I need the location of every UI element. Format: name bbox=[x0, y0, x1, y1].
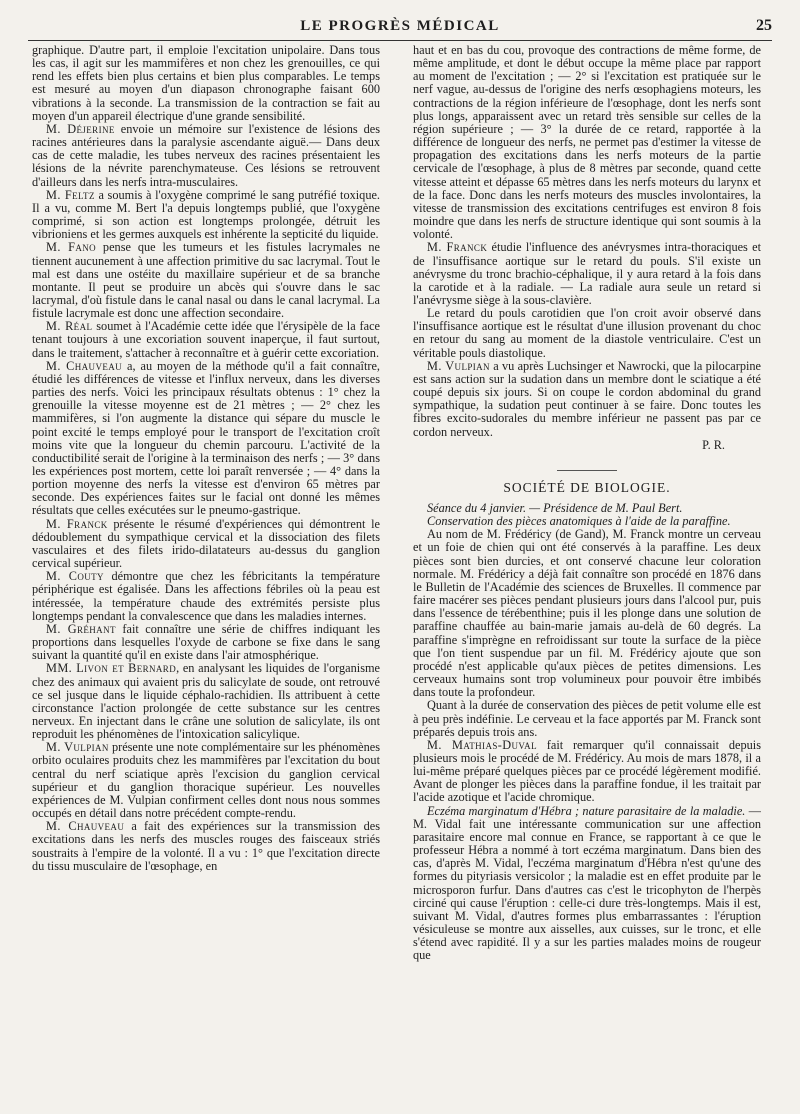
paragraph-text: a soumis à l'oxygène comprimé le sang putréfié toxique. Il a vu, comme M. Bert l'a depuis longtemps publié, que l'oxygène comprimé, si son action est longtemps prolongée, détruit les vibrioniens et les germes auxquels est inhérente la septicité du liquide. bbox=[32, 187, 380, 242]
paragraph bbox=[32, 320, 380, 359]
paragraph-text: , en analysant les liquides de l'organisme chez des animaux qui avaient pris du salicylate de soude, ont retrouvé ce sel jusque dans le liquide céphalo-rachidien. Ils attribuent à cette circonstance l'action prolongée de cette substance sur les centres nerveux. En injectant dans le crâne une solution de salicylate, ils ont reproduit les phénomènes de l'intoxication salicylique. bbox=[32, 661, 380, 742]
paragraph bbox=[413, 528, 761, 699]
right-column-bottom bbox=[413, 528, 761, 962]
paragraph-lead: M. Fano bbox=[46, 240, 97, 255]
running-title: LE PROGRÈS MÉDICAL bbox=[300, 18, 500, 34]
paragraph-lead: M. Feltz bbox=[46, 187, 95, 202]
paragraph bbox=[32, 241, 380, 320]
paragraph-text: démontre que chez les fébricitants la température périphérique est égalisée. Dans les affections fébriles où la peau est intéressée, la température chaude des extrémités persiste plus longtemps pendant la convalescence que dans les maladies internes. bbox=[32, 569, 380, 623]
paragraph-lead: M. Vulpian bbox=[46, 740, 109, 755]
paragraph bbox=[32, 820, 380, 873]
paragraph-text: présente une note complémentaire sur les phénomènes orbito oculaires produits chez les mammifères par l'excitation du bout central du nerf sciatique après l'excision du ganglion cervical supérieur et du ganglion thoracique supérieur. Les nouvelles expériences de M. Vulpian confirment celles dont nous nous sommes occupés en détail dans notre précédent compte-rendu. bbox=[32, 740, 380, 821]
paragraph-text: pense que les tumeurs et les fistules lacrymales ne tiennent aucunement à une affection primitive du sac lacrymal. Tout le mal est dans une ostéite du maxillaire supérieur et de sa branche montante. Il peut se produire un abcès qui s'ouvre dans le sac lacrymal, d'où fistule dans le canal nasal ou dans le canal lacrymal. La fistule lacrymale est donc une affection secondaire. bbox=[32, 240, 380, 321]
paragraph bbox=[32, 518, 380, 571]
right-column bbox=[413, 44, 761, 1104]
paragraph-text: graphique. D'autre part, il emploie l'excitation unipolaire. Dans tous les cas, il agit sur les mammifères et non chez les grenouilles, ce qui rend les effets bien plus certains et bien plus comparables. Le temps est mesuré au moyen d'un diapason chronographe faisant 600 vibrations à la seconde. La transmission de la contraction se fait au moyen d'un appareil électrique d'une grande sensibilité. bbox=[32, 44, 380, 123]
paragraph-text: a vu après Luchsinger et Nawrocki, que la pilocarpine est sans action sur la sudation dans un membre dont le sciatique a été coupé depuis six jours. Si on coupe le cordon abdominal du grand sympathique, la sudation peut continuer à se faire. Donc toutes les fibres excito-sudorales du membre inférieur ne passent pas par ce cordon nerveux. bbox=[413, 358, 761, 439]
paragraph-lead: Eczéma marginatum d'Hébra ; nature parasitaire de la maladie. bbox=[427, 803, 746, 818]
paragraph bbox=[32, 623, 380, 662]
paragraph-lead: M. Franck bbox=[427, 240, 488, 255]
paragraph-text: a, au moyen de la méthode qu'il a fait connaître, étudié les différences de vitesse et l'influx nerveux, dans les diverses parties des nerfs. Voici les principaux résultats obtenus : 1° chez la grenouille la vitesse moyenne est de 21 mètres ; — 2° chez les mammifères, si l'on augmente la distance qui sépare du muscle le point excité le temps employé pour le transport de l'excitation croît moins vite que la longueur du chemin parcouru. L'activité de la conductibilité serait de l'origine à la terminaison des nerfs ; — 3° dans les expériences post mortem, cette loi paraît renversée ; — 4° dans la portion moyenne des nerfs la vitesse est d'environ 65 mètres par seconde. Des expériences faites sur le facial ont donné les mêmes résultats que celles exécutées sur le pneumo-gastrique. bbox=[32, 358, 380, 518]
page-number: 25 bbox=[756, 17, 772, 34]
paragraph-text: fait connaître une série de chiffres indiquant les proportions dans lesquelles l'oxyde de carbone se fixe dans le sang suivant la quantité qu'il en existe dans l'air atmosphérique. bbox=[32, 621, 380, 663]
paragraph bbox=[32, 360, 380, 518]
paragraph bbox=[413, 360, 761, 439]
subtitle-text: Conservation des pièces anatomiques à l'aide de la paraffine. bbox=[427, 514, 731, 529]
paragraph-lead: M. Réal bbox=[46, 319, 93, 334]
paragraph-lead: M. Chauveau bbox=[46, 358, 123, 373]
paragraph bbox=[32, 44, 380, 123]
paragraph-text: a fait des expériences sur la transmission des excitations dans les nerfs des muscles rouges des faisceaux striés soustraits à l'empire de la volonté. Il a vu : 1° que l'excitation directe du tissu musculaire de l'œsophage, en bbox=[32, 819, 380, 873]
paragraph-lead: M. Gréhant bbox=[46, 621, 116, 636]
signature: P. R. bbox=[702, 437, 725, 452]
paragraph bbox=[413, 307, 761, 360]
paragraph-lead: MM. Livon et Bernard bbox=[46, 661, 177, 676]
paragraph bbox=[32, 189, 380, 242]
paragraph-text: présente le résumé d'expériences qui démontrent le dédoublement du sympathique cervical et la dissociation des filets vasculaires et des filets irido-dilatateurs au-dessus du ganglion cervical supérieur. bbox=[32, 516, 380, 571]
paragraph-text: Au nom de M. Frédéricy (de Gand), M. Franck montre un cerveau et un foie de chien qui ont été conservés à la paraffine. Les deux pièces sont bien durcies, et ont conservé chacune leur coloration normale. M. Frédéricy a déjà fait connaître son procédé en 1876 dans le Bulletin de l'Académie des sciences de Bruxelles. Il commence par faire macérer ses pièces pendant plusieurs jours dans l'alcool pur, puis dans l'essence de térébenthine; puis il les plonge dans une solution de paraffine chauffée au bain-marie jamais au-delà de 60 degrés. La paraffine s'imprègne en refroidissant sur toute la surface de la pièce que l'on tient suspendue par un fil. M. Frédéricy ajoute que son procédé n'est applicable qu'aux pièces de petites dimensions. Les cerveaux humains sont trop volumineux pour pouvoir être imbibés dans toute la profondeur. bbox=[413, 527, 761, 700]
paragraph bbox=[32, 570, 380, 623]
paragraph bbox=[413, 241, 761, 307]
paragraph-text: Le retard du pouls carotidien que l'on croit avoir observé dans l'insuffisance aortique est le résultat d'une illusion provenant du choc en retour du sang au moment de la diastole ventriculaire. C'est un véritable pouls diastolique. bbox=[413, 306, 761, 360]
paragraph bbox=[413, 739, 761, 805]
paragraph-lead: M. Franck bbox=[46, 516, 108, 531]
section-divider bbox=[557, 470, 617, 471]
paragraph-text: envoie un mémoire sur l'existence de lésions des racines antérieures dans la paralysie ascendante aiguë.— Dans deux cas de cette maladie, les tubes nerveux des racines présentaient les lésions de la névrite parenchymateuse. Ces lésions se retrouvent d'ailleurs dans les nerfs intra-musculaires. bbox=[32, 121, 380, 189]
paragraph-lead: M. Chauveau bbox=[46, 819, 125, 834]
paragraph bbox=[32, 123, 380, 189]
paragraph-text: haut et en bas du cou, provoque des contractions de même forme, de même amplitude, et dont le début occupe la même place par rapport au moment de l'excitation ; — 2° si l'excitation est pratiquée sur le nerf vague, au-dessus de l'origine des nerfs œsophagiens moteurs, les contractions de la région inférieure de l'œsophage, dont les nerfs sont plus longs, apparaissent avec un retard très sensible sur celles de la région supérieure ; — 3° la durée de ce retard, rapportée à la différence de longueur des nerfs, ne permet pas d'estimer la vitesse de propagation des excitations dans les nerfs moteurs de la partie cervicale de l'œsophage, à plus de 8 mètres par seconde, quand cette vitesse atteint et dépasse 65 mètres dans les nerfs moteurs du larynx et de la face. Donc dans les nerfs moteurs des muscles involontaires, la vitesse de transmission des excitations centrifuges est environ 8 fois moindre que dans les nerfs de structure identique qui sont soumis à la volonté. bbox=[413, 44, 761, 242]
paragraph-lead: M. Mathias-Duval bbox=[427, 737, 537, 752]
paragraph-lead: M. Couty bbox=[46, 569, 104, 584]
paragraph-text: fait remarquer qu'il connaissait depuis plusieurs mois le procédé de M. Frédéricy. Au mois de mars 1878, il a lui-même préparé quelques pièces par ce procédé légèrement modifié. Avant de plonger les pièces dans la paraffine fondue, il les traitait par l'acide azotique et l'acide chromique. bbox=[413, 737, 761, 805]
paragraph-text: étudie l'influence des anévrysmes intra-thoraciques et de l'insuffisance aortique sur le retard du pouls. S'il existe un anévrysme du tronc brachio-céphalique, il y aura retard à la fois dans la carotide et à la radiale. — La radiale aura seule un retard si l'anévrysme siège à la sous-clavière. bbox=[413, 240, 761, 307]
session-text: Séance du 4 janvier. — Présidence de M. Paul Bert. bbox=[427, 501, 683, 515]
paragraph-lead: M. Déjerine bbox=[46, 121, 115, 136]
paragraph-text: — M. Vidal fait une intéressante communication sur une affection parasitaire encore mal connue en France, se rapportant à ce que le professeur Hébra a nommé à tort eczéma marginatum. Dans bien des cas, d'après M. Vidal, l'eczéma marginatum d'Hébra n'est qu'une des formes du pityriasis versicolor ; la maladie est en effet produite par le microsporon furfur. Dans d'autres cas c'est le tricophyton de l'herpès circiné qui cause l'éruption : celle-ci dure très-longtemps. Mais il est, suivant M. Vidal, d'autres formes plus embarrassantes : l'éruption vésiculeuse se montre aux aisselles, aux cuisses, sur le tronc, et elle s'étend avec rapidité. Il y a sur les parties malades moins de rougeur que bbox=[413, 803, 761, 963]
paragraph bbox=[413, 805, 761, 963]
section-title: SOCIÉTÉ DE BIOLOGIE. bbox=[503, 479, 671, 495]
paragraph bbox=[32, 741, 380, 820]
paragraph-lead: M. Vulpian bbox=[427, 358, 490, 373]
paragraph-text: Quant à la durée de conservation des pièces de petit volume elle est à peu près indéfinie. Le cerveau et la face apportés par M. Franck sont préparés depuis trois ans. bbox=[413, 698, 761, 739]
right-column-top bbox=[413, 44, 761, 439]
left-column bbox=[32, 44, 380, 1104]
paragraph bbox=[32, 662, 380, 741]
page-header bbox=[28, 16, 772, 41]
paragraph bbox=[413, 44, 761, 241]
paragraph bbox=[413, 699, 761, 738]
paragraph-text: soumet à l'Académie cette idée que l'érysipèle de la face tenant toujours à une excoriation souvent inaperçue, il faut surtout, dans le traitement, s'attacher à reconnaître et à guérir cette excoriation. bbox=[32, 319, 380, 360]
